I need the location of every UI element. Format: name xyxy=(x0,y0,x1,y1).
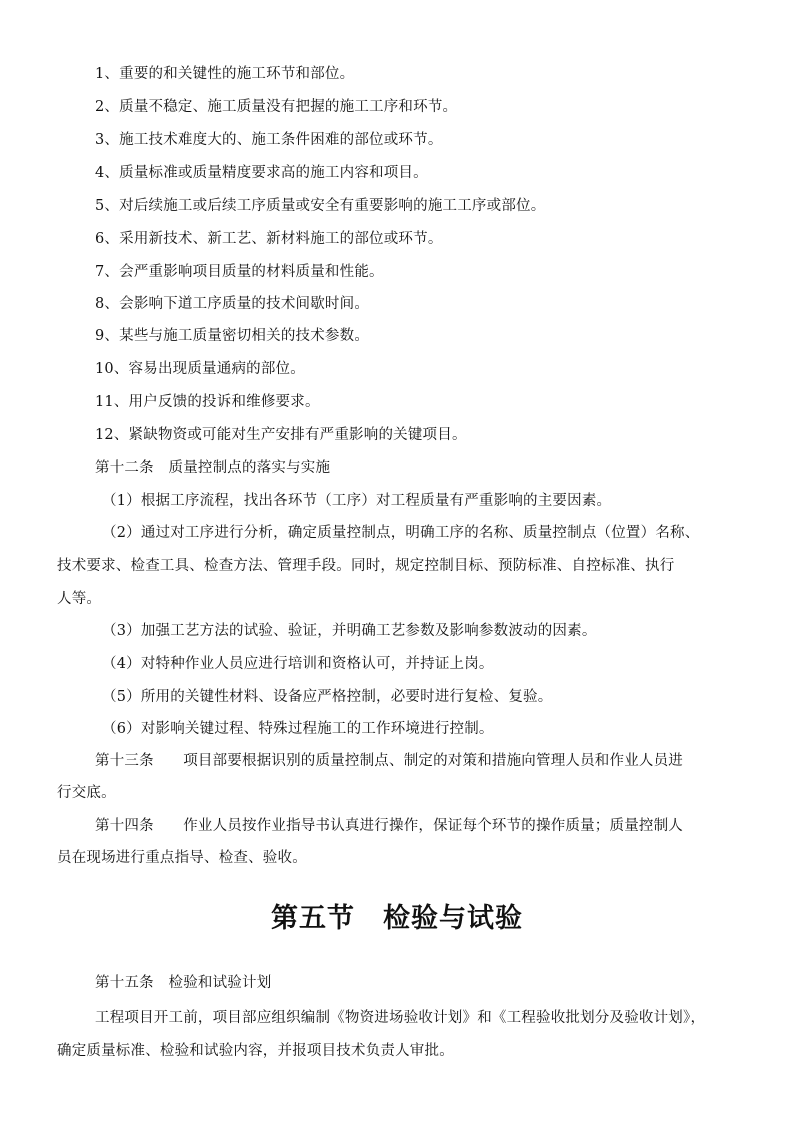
article-12-paragraph-1: （1）根据工序流程，找出各环节（工序）对工程质量有严重影响的主要因素。 xyxy=(102,493,612,509)
article-14-line-1: 第十四条 作业人员按作业指导书认真进行操作，保证每个环节的操作质量；质量控制人 xyxy=(95,818,683,834)
article-12-paragraph-5: （5）所用的关键性材料、设备应严格控制，必要时进行复检、复验。 xyxy=(102,689,553,705)
article-12-paragraph-6: （6）对影响关键过程、特殊过程施工的工作环境进行控制。 xyxy=(102,721,494,737)
list-item: 4、质量标准或质量精度要求高的施工内容和项目。 xyxy=(95,165,428,181)
list-item: 6、采用新技术、新工艺、新材料施工的部位或环节。 xyxy=(95,231,443,247)
article-13-line-1: 第十三条 项目部要根据识别的质量控制点、制定的对策和措施向管理人员和作业人员进 xyxy=(95,753,683,769)
article-12-paragraph-2-line-3: 人等。 xyxy=(57,591,102,607)
list-item: 11、用户反馈的投诉和维修要求。 xyxy=(95,394,320,410)
list-item: 8、会影响下道工序质量的技术间歇时间。 xyxy=(95,296,370,312)
list-item: 9、某些与施工质量密切相关的技术参数。 xyxy=(95,328,370,344)
list-item: 3、施工技术难度大的、施工条件困难的部位或环节。 xyxy=(95,132,443,148)
article-15-line-1: 工程项目开工前，项目部应组织编制《物资进场验收计划》和《工程验收批划分及验收计划》， xyxy=(95,1010,706,1026)
list-item: 7、会严重影响项目质量的材料质量和性能。 xyxy=(95,264,384,280)
list-item: 2、质量不稳定、施工质量没有把握的施工工序和环节。 xyxy=(95,99,458,115)
list-item: 12、紧缺物资或可能对生产安排有严重影响的关键项目。 xyxy=(95,427,467,443)
list-item: 1、重要的和关键性的施工环节和部位。 xyxy=(95,66,355,82)
article-15-title: 第十五条 检验和试验计划 xyxy=(95,975,272,991)
article-14-line-2: 员在现场进行重点指导、检查、验收。 xyxy=(57,850,307,866)
article-12-paragraph-2-line-1: （2）通过对工序进行分析，确定质量控制点，明确工序的名称、质量控制点（位置）名称、 xyxy=(102,525,700,541)
article-12-paragraph-2-line-2: 技术要求、检查工具、检查方法、管理手段。同时，规定控制目标、预防标准、自控标准、执行 xyxy=(57,558,675,574)
list-item: 5、对后续施工或后续工序质量或安全有重要影响的施工工序或部位。 xyxy=(95,198,546,214)
article-15-line-2: 确定质量标准、检验和试验内容，并报项目技术负责人审批。 xyxy=(57,1043,454,1059)
article-12-paragraph-4: （4）对特种作业人员应进行培训和资格认可，并持证上岗。 xyxy=(102,656,494,672)
section-heading: 第五节 检验与试验 xyxy=(271,903,523,934)
list-item: 10、容易出现质量通病的部位。 xyxy=(95,361,305,377)
article-12-paragraph-3: （3）加强工艺方法的试验、验证，并明确工艺参数及影响参数波动的因素。 xyxy=(102,623,597,639)
article-13-line-2: 行交底。 xyxy=(57,785,116,801)
article-12-title: 第十二条 质量控制点的落实与实施 xyxy=(95,460,331,476)
